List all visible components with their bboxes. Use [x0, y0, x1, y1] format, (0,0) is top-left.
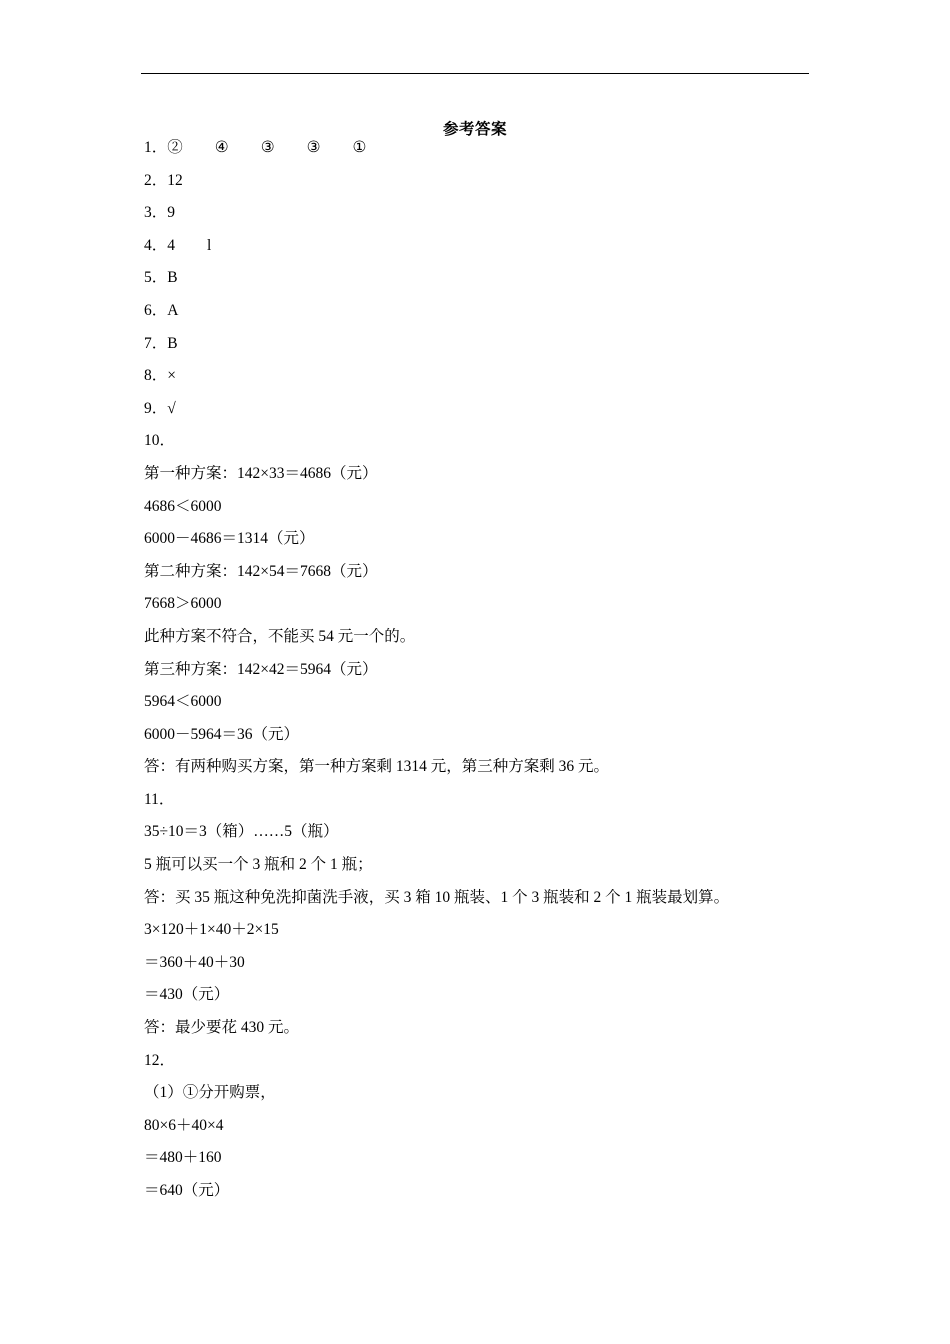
choice-mark: ③ [306, 139, 321, 156]
choice-mark: ② [167, 139, 183, 156]
q10-line: 7668＞6000 [144, 595, 222, 613]
answer-9: 9．√ [144, 399, 176, 417]
header-rule [141, 73, 809, 74]
answer-list [144, 138, 824, 1214]
answer-2: 2．12 [144, 171, 183, 189]
answer-6: 6．A [144, 301, 179, 319]
q10-line: 第一种方案：142×33＝4686（元） [144, 464, 378, 482]
answer-1 [144, 138, 824, 171]
q10-line: 答：有两种购买方案，第一种方案剩 1314 元，第三种方案剩 36 元。 [144, 758, 610, 776]
q10-line: 5964＜6000 [144, 693, 222, 711]
q10-line: 4686＜6000 [144, 497, 222, 515]
q10-line: 第二种方案：142×54＝7668（元） [144, 562, 378, 580]
q11-line: 答：最少要花 430 元。 [144, 1019, 300, 1037]
choice-mark: ③ [260, 139, 275, 156]
answer-number: 1． [144, 139, 168, 156]
q11-line: ＝360＋40＋30 [144, 953, 245, 971]
q10-line: 此种方案不符合，不能买 54 元一个的。 [144, 627, 416, 645]
q11-line: 3×120＋1×40＋2×15 [144, 921, 279, 939]
answer-value: l [207, 236, 212, 254]
answer-3: 3．9 [144, 204, 176, 222]
answer-8: 8．× [144, 367, 176, 385]
answer-4 [144, 236, 824, 269]
q10-line: 6000－5964＝36（元） [144, 725, 300, 743]
q10-line: 6000－4686＝1314（元） [144, 530, 315, 548]
q12-line: 12． [144, 1051, 176, 1069]
q11-line: 35÷10＝3（箱）……5（瓶） [144, 823, 339, 841]
q10-line: 第三种方案：142×42＝5964（元） [144, 660, 378, 678]
choice-mark: ④ [214, 139, 229, 156]
q11-line: 答：买 35 瓶这种免洗抑菌洗手液，买 3 箱 10 瓶装、1 个 3 瓶装和 2 个 1 瓶装最划算。 [144, 888, 730, 906]
answer-number: 4．4 [144, 236, 176, 254]
q11-line: ＝430（元） [144, 986, 230, 1004]
q11-line: 5 瓶可以买一个 3 瓶和 2 个 1 瓶； [144, 856, 373, 874]
q11-line: 11． [144, 790, 175, 808]
q12-line: 80×6＋40×4 [144, 1116, 224, 1134]
page-title: 参考答案 [442, 121, 507, 138]
answer-7: 7．B [144, 334, 178, 352]
answer-5: 5．B [144, 269, 178, 287]
q12-line: ＝480＋160 [144, 1149, 222, 1167]
q10-line: 10． [144, 432, 176, 450]
q12-line: （1）①分开购票， [144, 1084, 276, 1102]
choice-mark: ① [352, 139, 367, 156]
q12-line: ＝640（元） [144, 1182, 230, 1199]
